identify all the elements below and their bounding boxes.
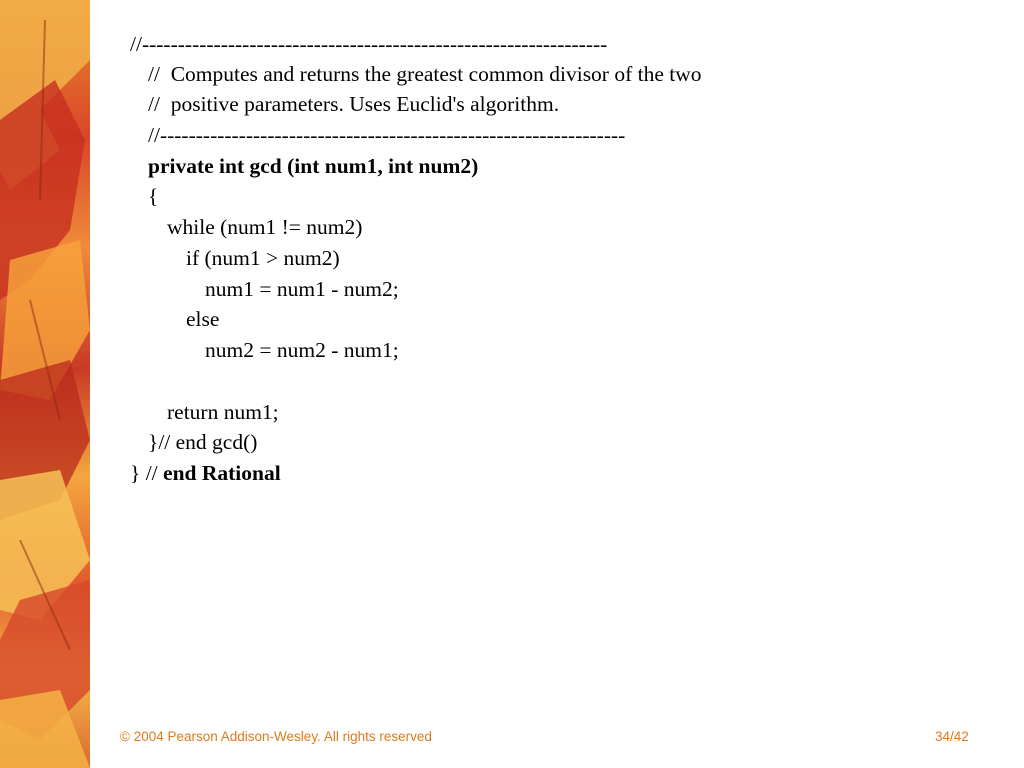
class-close-line bbox=[130, 461, 281, 485]
comment-line-1: // Computes and returns the greatest common divisor of the two bbox=[148, 62, 702, 86]
comment-separator-bottom: //----------------------------------------------------------------- bbox=[148, 123, 626, 147]
else-statement: else bbox=[186, 307, 220, 331]
comment-line-2: // positive parameters. Uses Euclid's algorithm. bbox=[148, 92, 560, 116]
comment-separator-top: //----------------------------------------------------------------- bbox=[130, 32, 608, 56]
return-statement: return num1; bbox=[167, 400, 279, 424]
method-close-brace: }// end gcd() bbox=[148, 430, 258, 454]
page-number: 34/42 bbox=[935, 729, 969, 744]
class-close-brace: } // bbox=[130, 461, 164, 485]
while-statement: while (num1 != num2) bbox=[167, 215, 363, 239]
if-assignment: num1 = num1 - num2; bbox=[205, 277, 399, 301]
class-end-comment: end Rational bbox=[163, 461, 281, 485]
if-statement: if (num1 > num2) bbox=[186, 246, 340, 270]
method-open-brace: { bbox=[148, 184, 159, 208]
method-signature: private int gcd (int num1, int num2) bbox=[148, 154, 479, 178]
copyright-footer: © 2004 Pearson Addison-Wesley. All rights reserved bbox=[120, 729, 432, 744]
else-assignment: num2 = num2 - num1; bbox=[205, 338, 399, 362]
